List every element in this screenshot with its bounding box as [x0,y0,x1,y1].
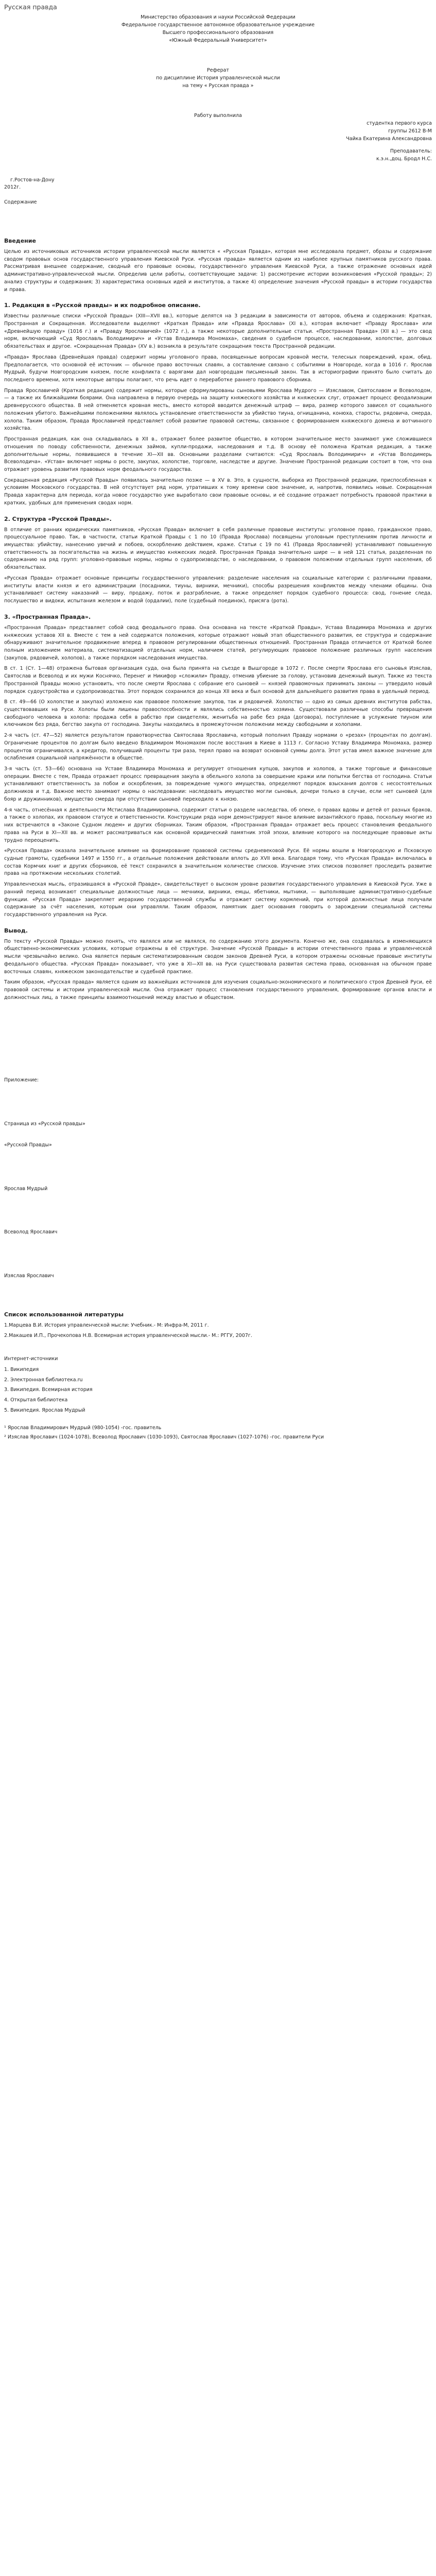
toc-label: Содержание [4,199,37,206]
ministry-line: Министерство образования и науки Российской Федерации [141,14,295,21]
internet-sources-list [4,1366,432,1415]
paragraph: 2-я часть (ст. 47—52) является результатом правотворчества Святослава Ярославича, который пополнил Правду нормами о «резах» (процентах по долгам). Ограничение процентов по долгам было введено Владимиром Мономахом после восстания в Киеве в 1113 г. Согласно Уставу Владимира Мономаха, размер процентов ограничивался, а кредитор, получивший проценты три раза, терял право на возврат основной суммы долга. Этот устав имел важное значение для ослабления социальной напряжённости в обществе. [4,733,432,761]
paragraph: 4-я часть, отнесённая к деятельности Мстислава Владимировича, содержит статьи о разделе наследства, об опеке, о правах вдовы и детей от разных браков, а также о холопах, их правовом статусе и ответственности. Конструкции ряда норм демонстрируют явное влияние византийского права, поскольку многие из них встречаются в «Законе Судном людем» и других сборниках. Таким образом, «Пространная Правда» отражает весь процесс становления феодального права на Руси в XI—XII вв. и может рассматриваться как основной юридический памятник этой эпохи, влияние которого на последующие правовые акты трудно переоценить. [4,807,432,843]
city-line: г.Ростов-на-Дону [10,177,55,183]
paragraph: Известны различные списки «Русской Правды» (XIII—XVII вв.), которые делятся на 3 редакции в зависимости от авторов, объема и содержания: Краткая, Пространная и Сокращенная. Исследователи выделяют «Краткая Правда» или «Правда Ярослава» (XI в.), которая включает «Правду Ярослава» или «Древнейшую правду» (1016 г.) и «Правду Ярославичей» (1072 г.), а также некоторые дополнительные статьи. «Пространная Правда» (XII в.) — это свод норм, включающий «Суд Ярославль Володимирич» и «Устав Владимира Мономаха», сведения о судебном процессе, наследовании, холопстве, долговых обязательствах и другое. «Сокращенная Правда» (XV в.) возникла в результате сокращения текста Пространной редакции. [4,313,432,350]
agency-line: Федеральное государственное автономное образовательное учреждение [121,22,315,28]
bibliography-item: 2.Макашев И.П., Прочекопова Н.В. Всемирная история управленческой мысли.- М.: РГГУ, 2007г. [4,1332,252,1338]
doc-type: Реферат [207,67,229,74]
appendix-label: Приложение: [4,1077,39,1083]
group-line: группы 2612 В-М [388,128,432,134]
student-name: Чайка Екатерина Александровна [346,135,432,142]
paragraph: Таким образом, «Русская правда» является одним из важнейших источников для изучения социально-экономического и политического строя Древней Руси, её правовой системы и истории управленческой мысли. Она отражает процесс становления государственного управления, формирование органов власти и должностных лиц, а также принципы взаимоотношений между властью и обществом. [4,979,432,1001]
internet-source-item[interactable]: 5. Википедия. Ярослав Мудрый [4,1407,85,1413]
paragraph: Целью из источниковых источников истории управленческой мысли является « «Русская Правда», которая мне исследовала предмет, образы и содержание сводом правовых основ государственного управления Киевской Руси. «Русская правда» является одним из наиболее крупных памятников русского права. Рассматривая внешнее содержание, сводный его правовые основы, государственного управления Киевской Руси, а также отражение основных идей административно-управленческой мысли. Определив цели работы, соответствующие задачи: 1) рассмотрение истории возникновения «Русской правды»; 2) анализ структуры и содержания; 3) характеристика основных идей и институтов, а также 4) определение значения «Русской правды» в истории государства и права. [4,248,432,293]
internet-sources-heading: Интернет-источники [4,1356,58,1362]
performed-label: Работу выполнила [194,113,242,119]
internet-source-item[interactable]: 3. Википедия. Всемирная история [4,1387,93,1393]
teacher-role: Преподаватель: [390,148,432,155]
site-title: Русская правда [4,3,57,11]
person-footnote: ² Изяслав Ярославич (1024-1078), Всеволод Ярославич (1030-1093), Святослав Ярославич (1027-1076) -гос. правители Руси [4,1434,324,1440]
education-line: Высшего профессионального образования [162,29,274,36]
section-heading: Вывод. [4,927,28,934]
paragraph: «Русская Правда» оказала значительное влияние на формирование правовой системы средневековой Руси. Её нормы вошли в Новгородскую и Псковскую судные грамоты, судебники 1497 и 1550 гг., а отдельные положения действовали вплоть до XVII века. Благодаря тому, что «Русская Правда» включалась в состав Кормчих книг и других сборников, её текст сохранился в значительном количестве списков. Изучение этих списков позволяет проследить развитие права на протяжении нескольких столетий. [4,848,432,877]
rp-caption: «Русской Правды» [4,1142,52,1148]
name-caption: Изяслав Ярославич [4,1273,54,1279]
paragraph: «Русская Правда» отражает основные принципы государственного управления: разделение населения на социальные категории с различными правами, институты власти князя и его администрации (посадники, тиуны, вирники, мечники), способы разрешения конфликтов между членами общины. Она устанавливает систему наказаний — виру, продажу, поток и разграбление, а также определяет порядок судебного процесса: свод, гонение следа, послушество и видоки, испытания железом и водой (ордалии), поле (судебный поединок), присяга (рота). [4,575,432,604]
paragraph: В ст. 1 (Ст. 1—48) отражена бытовая организация суда, она была принята на съезде в Вышгороде в 1072 г. После смерти Ярослава его сыновья Изяслав, Святослав и Всеволод и их мужи Коснячко, Перенег и Никифор «сложили» Правду, отменив убиение за голову, установив денежный выкуп. Также из текста Пространной Правды можно установить, что после смерти Ярослава с собрание его сыновей — князей правомочных принимать законы — утвердило новый порядок судоустройства и судопроизводства. Этот порядок сохранился до конца XII века и был основой для дальнейшего развития права в удельный период. [4,666,432,694]
paragraph: «Пространная Правда» представляет собой свод феодального права. Она основана на тексте «Краткой Правды», Устава Владимира Мономаха и других княжеских уставов XII в. Вместе с тем в ней содержатся положения, которые отражают новый этап общественного развития, ее структура и содержание обнаруживают значительное продвижение вперед в правовом регулировании общественных отношений. Пространная Правда отличается от Краткой более полным изложением материала, систематизацией отдельных норм, наличием статей, регулирующих правовое положение различных групп населения (закупов, рядовичей, холопов), а также порядком наследования имущества. [4,624,432,661]
bibliography-item: 1.Марцева В.И. История управленческой мысли: Учебник.- М: Инфра-М, 2011 г. [4,1322,209,1328]
paragraph: Правда Ярославичей (Краткая редакция) содержит нормы, которые сформулированы сыновьями Ярослава Мудрого — Изяславом, Святославом и Всеволодом, — а также их ближайшими боярами. Она направлена в первую очередь на защиту княжеского хозяйства и княжеских слуг, отражает процесс феодализации древнерусского общества. В ней отменяется кровная месть, вместо которой вводится денежный штраф — вира, размер которого зависел от социального положения убитого. Важнейшими положениями являлось установление ответственности за убийство тиуна, огнищанина, конюха, старосты, рядовича, смерда, холопа. Таким образом, Правда Ярославичей представляет собой развитие правовой системы, связанное с формированием княжеского домена и вотчинного хозяйства. [4,387,432,432]
paragraph: Пространная редакция, как она складывалась в XII в., отражает более развитое общество, в котором значительное место занимают уже сложившиеся отношения по поводу собственности, денежных займов, купли-продажи, наследования и т.д. В основу её положена Краткая редакция, а также дополнительные нормы, появившиеся в течение XI—XII вв. Основными разделами считаются: «Суд Ярославль Володимирич» и «Устав Володимерь Всеволодича». «Устав» включает нормы о росте, закупах, холопстве, торговле, наследстве и другие. Значение Пространной редакции состоит в том, что она отражает уровень развития правовых норм феодального государства. [4,436,432,472]
paragraph: «Правда» Ярослава (Древнейшая правда) содержит нормы уголовного права, посвященные вопросам кровной мести, телесных повреждений, краж, обид. Предполагается, что основной её источник — обычное право восточных славян, а составление связано с событиями в Новгороде, когда в 1016 г. Ярослав Мудрый, будучи Новгородским князем, после конфликта с варягами дал новгородцам письменный закон. Так в историографии принято было считать до последнего времени, хотя некоторые авторы полагают, что речь идет о переработке раннего правового сборника. [4,354,432,383]
name-caption: Ярослав Мудрый [4,1185,48,1192]
internet-source-item[interactable]: 1. Википедия [4,1367,39,1372]
section-heading: Введение [4,237,36,244]
bibliography-heading: Список использованной литературы [4,1311,124,1318]
page-link-caption: Страница из «Русской правды» [4,1121,85,1127]
section-heading: 2. Структура «Русской Правды». [4,515,112,522]
teacher-name: к.э.н.,доц. Бродл Н.С. [376,156,432,162]
internet-source-item[interactable]: 2. Электронная библиотека.ru [4,1377,83,1383]
paragraph: В ст. 49—66 (О холопстве и закупах) изложено как правовое положение закупов, так и рядовичей. Холопство — одно из самых древних институтов рабства, существовавших на Руси. Холопы были лишены правоспособности и являлись собственностью хозяина. Существовали различные способы превращения свободного человека в холопа: продажа себя в рабство при свидетелях, женитьба на рабе без ряда (договора), поступление в услужение тиуном или ключником без ряда, бегство закупа от господина. Закупы находились в промежуточном положении между свободными и холопами. [4,699,432,728]
paragraph: По тексту «Русской Правды» можно понять, что являлся или не являлся, по содержанию этого документа. Конечно же, она создавалась в изменяющихся общественно-экономических условиях, которые отражены в её структуре. Значение «Русской Правды» в истории отечественного права и управленческой мысли чрезвычайно велико. Она является первым систематизированным сводом законов Древней Руси, в котором отражены основные правовые институты феодального общества. «Русская Правда» показывает, что уже в XI—XII вв. на Руси существовала развитая система права, основанная на обычном праве восточных славян, княжеском законодательстве и судебной практике. [4,938,432,975]
paragraph: Сокращенная редакция «Русской Правды» появилась значительно позже — в XV в. Это, в сущности, выборка из Пространной редакции, приспособленная к условиям Московского государства. В ней отсутствует ряд норм, утративших к тому времени свое значение, и, напротив, появились новые. Сокращенная Правда характерна для периода, когда новое государство уже выработало свои правовые основы, и её создание отражает потребность правовой практики в кратких, удобных для применения сводах норм. [4,477,432,506]
discipline-line: по дисциплине История управленческой мысли [156,75,280,81]
topic-line: на тему « Русская правда » [182,82,254,89]
university-line: «Южный Федеральный Университет» [169,37,267,43]
paragraph: Управленческая мысль, отразившаяся в «Русской Правде», свидетельствует о высоком уровне развития государственного управления в Киевской Руси. Уже в ранний период возникают специальные должностные лица — мечники, вирники, емцы, ябетники, мытники, — выполнявшие административно-судебные функции. «Русская Правда» закрепляет иерархию государственной службы и отражает систему кормлений, при которой должностные лица получали содержание за счёт населения, которым они управляли. Таким образом, памятник дает основания говорить о зарождении специальной системы государственного управления на Руси. [4,882,432,918]
name-caption: Всеволод Ярославич [4,1229,58,1235]
internet-source-item[interactable]: 4. Открытая библиотека [4,1397,68,1403]
person-footnote: ¹ Ярослав Владимирович Мудрый (980-1054) -гос. правитель [4,1425,162,1431]
year-line: 2012г. [4,184,21,191]
section-heading: 3. «Пространная Правда». [4,613,91,620]
bibliography-list [4,1322,432,1340]
paragraph: В отличие от ранних юридических памятников, «Русская Правда» включает в себя различные правовые институты: уголовное право, гражданское право, процессуальное право. Так, в частности, статьи Краткой Правды с 1 по 10 (Правда Ярослава) посвящены уголовным преступлениям против личности и имущества: убийству, нанесению увечий и побоев, оскорблению действием, краже. Статьи с 19 по 41 (Правда Ярославичей) устанавливают повышенную ответственность за посягательства на жизнь и имущество княжеских людей. Пространная Правда значительно шире — в ней 121 статья, разделенная по содержанию на ряд групп: уголовно-правовые нормы, нормы о судопроизводстве, о наследовании, о правовом положении отдельных групп населения, об обязательствах. [4,527,432,571]
paragraph: 3-я часть (ст. 53—66) основана на Уставе Владимира Мономаха и регулирует отношения купцов, закупов и холопов, а также торговые и финансовые операции. Вместе с тем, Правда отражает процесс превращения закупа в обельного холопа за совершение кражи или попытки бегства от господина. Статьи устанавливают ответственность за побои и оскорбления, за повреждение чужого имущества, определяют порядок взыскания долгов с несостоятельных должников и т.д. Важное место занимают нормы о наследовании: наследовать имущество могли сыновья, дочери только в случае, если нет сыновей (для бояр и дружинников), имущество смерда при отсутствии сыновей переходило к князю. [4,766,432,802]
section-heading: 1. Редакция в «Русской правды» и их подробное описание. [4,302,201,309]
student-role: студентка первого курса [367,121,432,127]
